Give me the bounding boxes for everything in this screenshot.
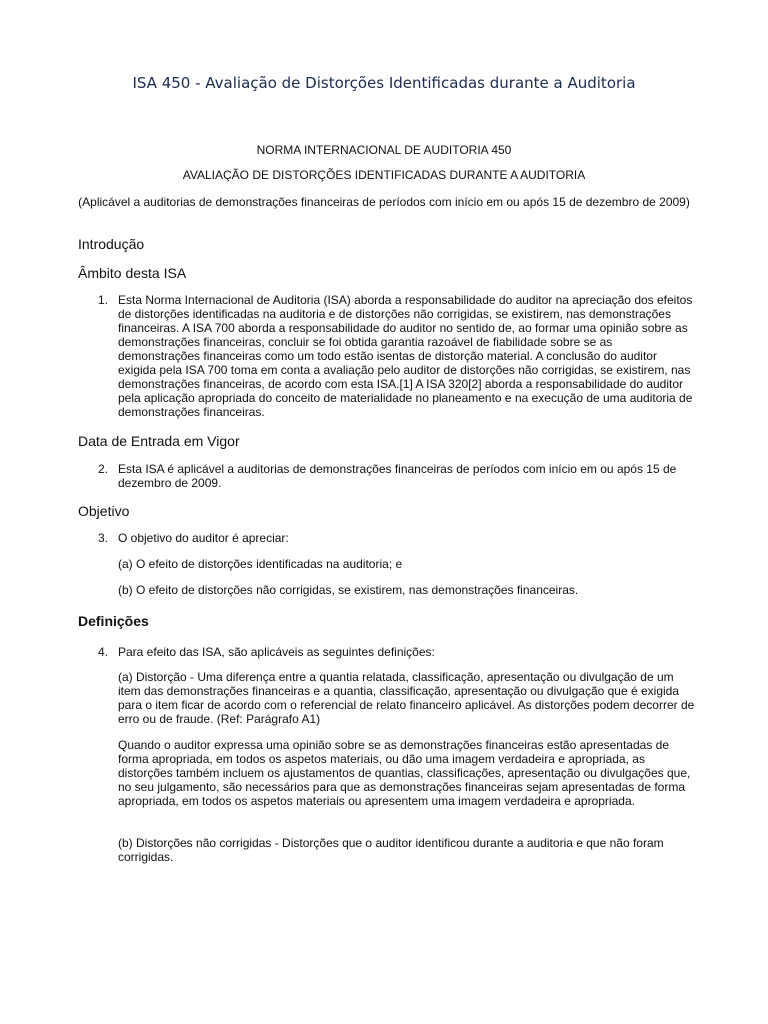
definition-a: (a) Distorção - Uma diferença entre a quantia relatada, classificação, apresentação ou divulgação de um item das demonstrações financeiras e a quantia, classificação, apresentação ou divulgação que é exigida para o item ficar de acordo com o referencial de relato financeiro aplicável. As distorções podem decorrer de erro ou de fraude. (Ref: Parágrafo A1) bbox=[118, 670, 695, 726]
item-number: 3. bbox=[98, 531, 109, 545]
standard-subject: AVALIAÇÃO DE DISTORÇÕES IDENTIFICADAS DURANTE A AUDITORIA bbox=[182, 168, 586, 182]
standard-name: NORMA INTERNACIONAL DE AUDITORIA 450 bbox=[256, 143, 512, 157]
item-text: Esta ISA é aplicável a auditorias de demonstrações financeiras de períodos com início em ou após 15 de dezembro de 2009. bbox=[118, 462, 677, 490]
item-text: Esta Norma Internacional de Auditoria (ISA) aborda a responsabilidade do auditor na apreciação dos efeitos de distorções identificadas na auditoria e de distorções não corrigidas, se existirem, nas demonstrações financeiras. A ISA 700 aborda a responsabilidade do auditor no sentido de, ao formar uma opinião sobre as demonstrações financeiras, concluir se foi obtida garantia razoável de fiabilidade sobre se as demonstrações financeiras como um todo estão isentas de distorção material. A conclusão do auditor exigida pela ISA 700 toma em conta a avaliação pelo auditor de distorções não corrigidas, se existirem, nas demonstrações financeiras, de acordo com esta ISA.[1] A ISA 320[2] aborda a responsabilidade do auditor pela aplicação apropriada do conceito de materialidade no planeamento e na execução de uma auditoria de demonstrações financeiras. bbox=[118, 293, 693, 419]
section-heading-definitions: Definições bbox=[78, 613, 149, 629]
item-number: 4. bbox=[98, 645, 109, 659]
section-heading-introduction: Introdução bbox=[78, 236, 145, 252]
section-heading-scope: Âmbito desta ISA bbox=[78, 265, 187, 281]
item-number: 1. bbox=[98, 293, 109, 307]
section-heading-objective: Objetivo bbox=[78, 503, 130, 519]
section-heading-effective-date: Data de Entrada em Vigor bbox=[78, 433, 240, 449]
objective-point-a: (a) O efeito de distorções identificadas na auditoria; e bbox=[118, 557, 403, 571]
definition-a-paragraph: Quando o auditor expressa uma opinião sobre se as demonstrações financeiras estão apresentadas de forma apropriada, em todos os aspetos materiais, ou dão uma imagem verdadeira e apropriada, as distorções também incluem os ajustamentos de quantias, classificações, apresentação ou divulgações que, no seu julgamento, são necessários para que as demonstrações financeiras sejam apresentadas de forma apropriada, em todos os aspetos materiais ou apresentem uma imagem verdadeira e apropriada. bbox=[118, 738, 691, 808]
objective-point-b: (b) O efeito de distorções não corrigidas, se existirem, nas demonstrações financeiras. bbox=[118, 583, 579, 597]
item-number: 2. bbox=[98, 462, 109, 476]
definition-b: (b) Distorções não corrigidas - Distorções que o auditor identificou durante a auditoria e que não foram corrigidas. bbox=[118, 836, 664, 864]
item-text: Para efeito das ISA, são aplicáveis as seguintes definições: bbox=[118, 645, 435, 659]
applicability-note: (Aplicável a auditorias de demonstrações financeiras de períodos com início em ou após 15 de dezembro de 2009) bbox=[78, 195, 690, 209]
item-text: O objetivo do auditor é apreciar: bbox=[118, 531, 289, 545]
document-title: ISA 450 - Avaliação de Distorções Identificadas durante a Auditoria bbox=[132, 74, 636, 92]
